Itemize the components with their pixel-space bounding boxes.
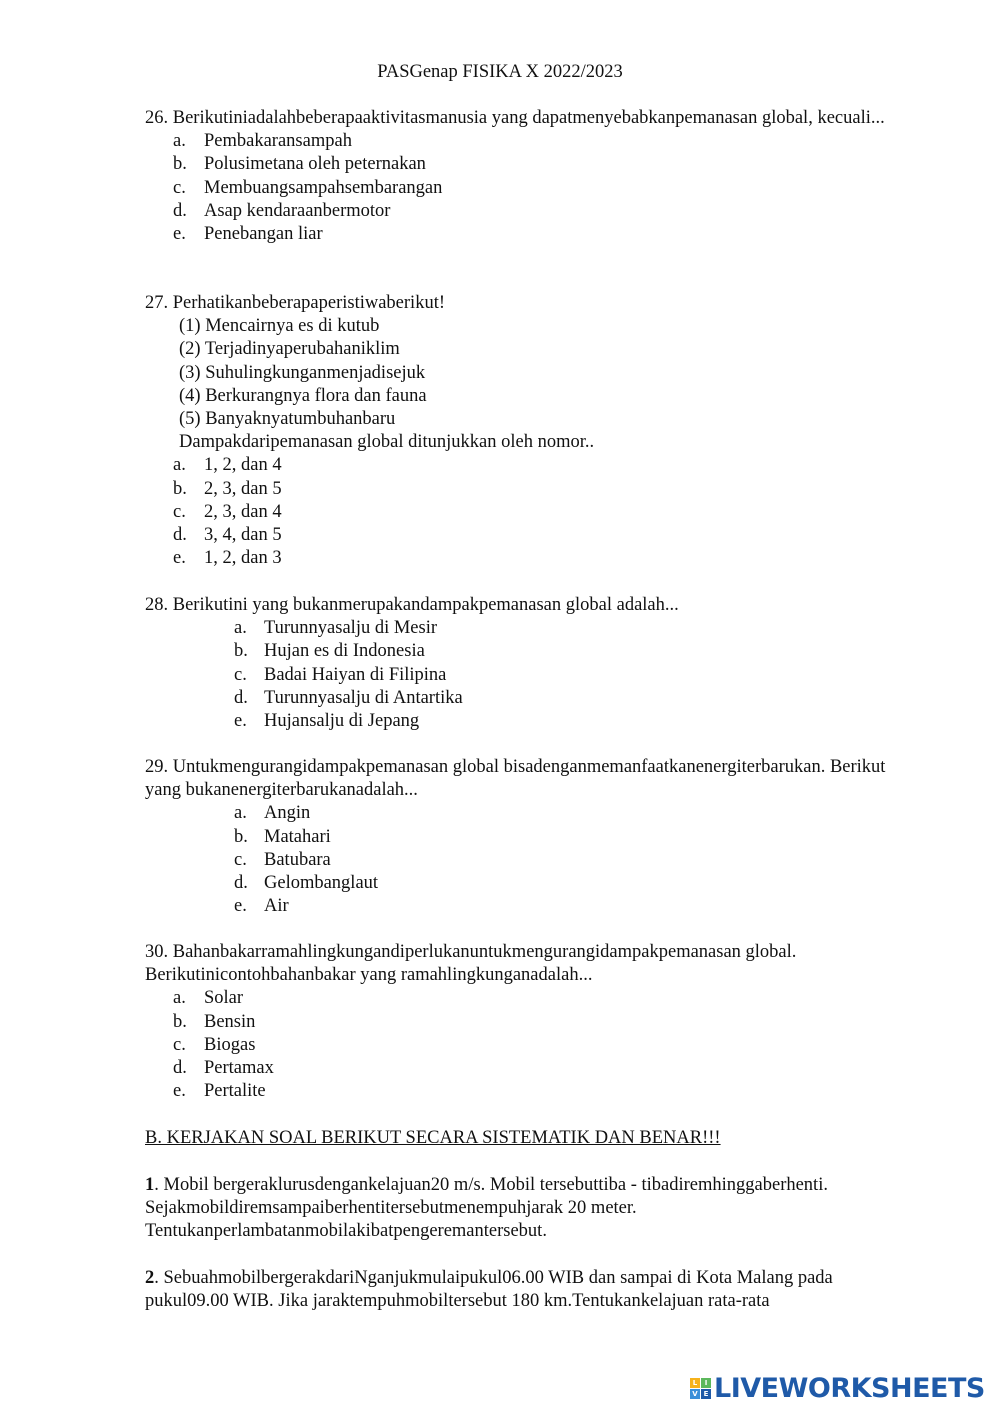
option-list xyxy=(145,802,905,918)
option-b[interactable]: b. Matahari xyxy=(234,826,331,847)
option-e[interactable]: e. Hujansalju di Jepang xyxy=(234,711,420,732)
option-c[interactable]: c. 2, 3, dan 4 xyxy=(173,501,282,522)
question-stem: 26. Berikutiniadalahbeberapaaktivitasmanusia yang dapatmenyebabkanpemanasan global, kecuali... xyxy=(145,108,885,128)
question-stem: 27. Perhatikanbeberapaperistiwaberikut! xyxy=(145,293,445,313)
option-e[interactable]: e. Air xyxy=(234,896,289,917)
option-b[interactable]: b. Polusimetana oleh peternakan xyxy=(173,154,426,175)
essay-question-2 xyxy=(145,1267,905,1313)
statement-item: (5) Banyaknyatumbuhanbaru xyxy=(179,409,396,430)
option-d[interactable]: d. Asap kendaraanbermotor xyxy=(173,200,391,221)
statement-list xyxy=(145,315,905,431)
option-a[interactable]: a. Turunnyasalju di Mesir xyxy=(234,618,438,639)
option-a[interactable]: a. Pembakaransampah xyxy=(173,131,352,152)
section-b-heading: B. KERJAKAN SOAL BERIKUT SECARA SISTEMATIK DAN BENAR!!! xyxy=(145,1128,721,1148)
option-e[interactable]: e. Pertalite xyxy=(173,1081,266,1102)
question-stem: 29. Untukmengurangidampakpemanasan global bisadenganmemanfaatkanenergiterbarukan. Berikut yang bukanenergiterbarukanadalah... xyxy=(145,757,886,801)
option-b[interactable]: b. 2, 3, dan 5 xyxy=(173,478,282,499)
option-d[interactable]: d. 3, 4, dan 5 xyxy=(173,525,282,546)
question-28 xyxy=(145,594,905,733)
question-prompt: Dampakdaripemanasan global ditunjukkan oleh nomor.. xyxy=(179,432,595,453)
option-list xyxy=(145,454,905,570)
question-30 xyxy=(145,941,905,1103)
essay-text: . Mobil bergeraklurusdengankelajuan20 m/s. Mobil tersebuttiba - tibadiremhinggaberhenti. Sejakmobildiremsampaiberhentitersebutmenempuhjarak 20 meter. Tentukanperlambatanmobilakibatpengeremantersebut. xyxy=(145,1175,828,1242)
question-29 xyxy=(145,756,905,918)
statement-item: (1) Mencairnya es di kutub xyxy=(179,316,380,337)
option-list xyxy=(145,130,905,246)
option-list xyxy=(145,987,905,1103)
option-a[interactable]: a. 1, 2, dan 4 xyxy=(173,455,282,476)
option-c[interactable]: c. Batubara xyxy=(234,849,331,870)
option-b[interactable]: b. Bensin xyxy=(173,1011,256,1032)
statement-item: (2) Terjadinyaperubahaniklim xyxy=(179,339,400,360)
statement-item: (3) Suhulingkunganmenjadisejuk xyxy=(179,362,426,383)
option-a[interactable]: a. Solar xyxy=(173,988,244,1009)
option-c[interactable]: c. Membuangsampahsembarangan xyxy=(173,177,443,198)
question-stem: 30. Bahanbakarramahlingkungandiperlukanuntukmengurangidampakpemanasan global. Berikutinicontohbahanbakar yang ramahlingkunganadalah... xyxy=(145,942,797,986)
question-stem: 28. Berikutini yang bukanmerupakandampakpemanasan global adalah... xyxy=(145,595,679,615)
question-26 xyxy=(145,107,905,246)
option-e[interactable]: e. Penebangan liar xyxy=(173,224,323,245)
essay-number: 2 xyxy=(145,1268,155,1288)
option-e[interactable]: e. 1, 2, dan 3 xyxy=(173,548,282,569)
question-27 xyxy=(145,292,905,570)
option-d[interactable]: d. Gelombanglaut xyxy=(234,873,379,894)
statement-item: (4) Berkurangnya flora dan fauna xyxy=(179,385,427,406)
logo-text: LIVEWORKSHEETS xyxy=(714,1373,985,1404)
logo-mark-icon: L I V E xyxy=(690,1378,711,1400)
option-list xyxy=(145,617,905,733)
option-c[interactable]: c. Biogas xyxy=(173,1034,256,1055)
option-c[interactable]: c. Badai Haiyan di Filipina xyxy=(234,664,447,685)
option-a[interactable]: a. Angin xyxy=(234,803,311,824)
essay-number: 1 xyxy=(145,1175,155,1195)
page-header: PASGenap FISIKA X 2022/2023 xyxy=(377,62,623,82)
option-d[interactable]: d. Pertamax xyxy=(173,1058,274,1079)
essay-question-1 xyxy=(145,1174,905,1244)
essay-text: . SebuahmobilbergerakdariNganjukmulaipukul06.00 WIB dan sampai di Kota Malang pada pukul09.00 WIB. Jika jaraktempuhmobiltersebut 180 km.Tentukankelajuan rata-rata xyxy=(145,1268,833,1312)
liveworksheets-logo[interactable] xyxy=(690,1373,985,1404)
option-d[interactable]: d. Turunnyasalju di Antartika xyxy=(234,687,463,708)
option-b[interactable]: b. Hujan es di Indonesia xyxy=(234,641,425,662)
